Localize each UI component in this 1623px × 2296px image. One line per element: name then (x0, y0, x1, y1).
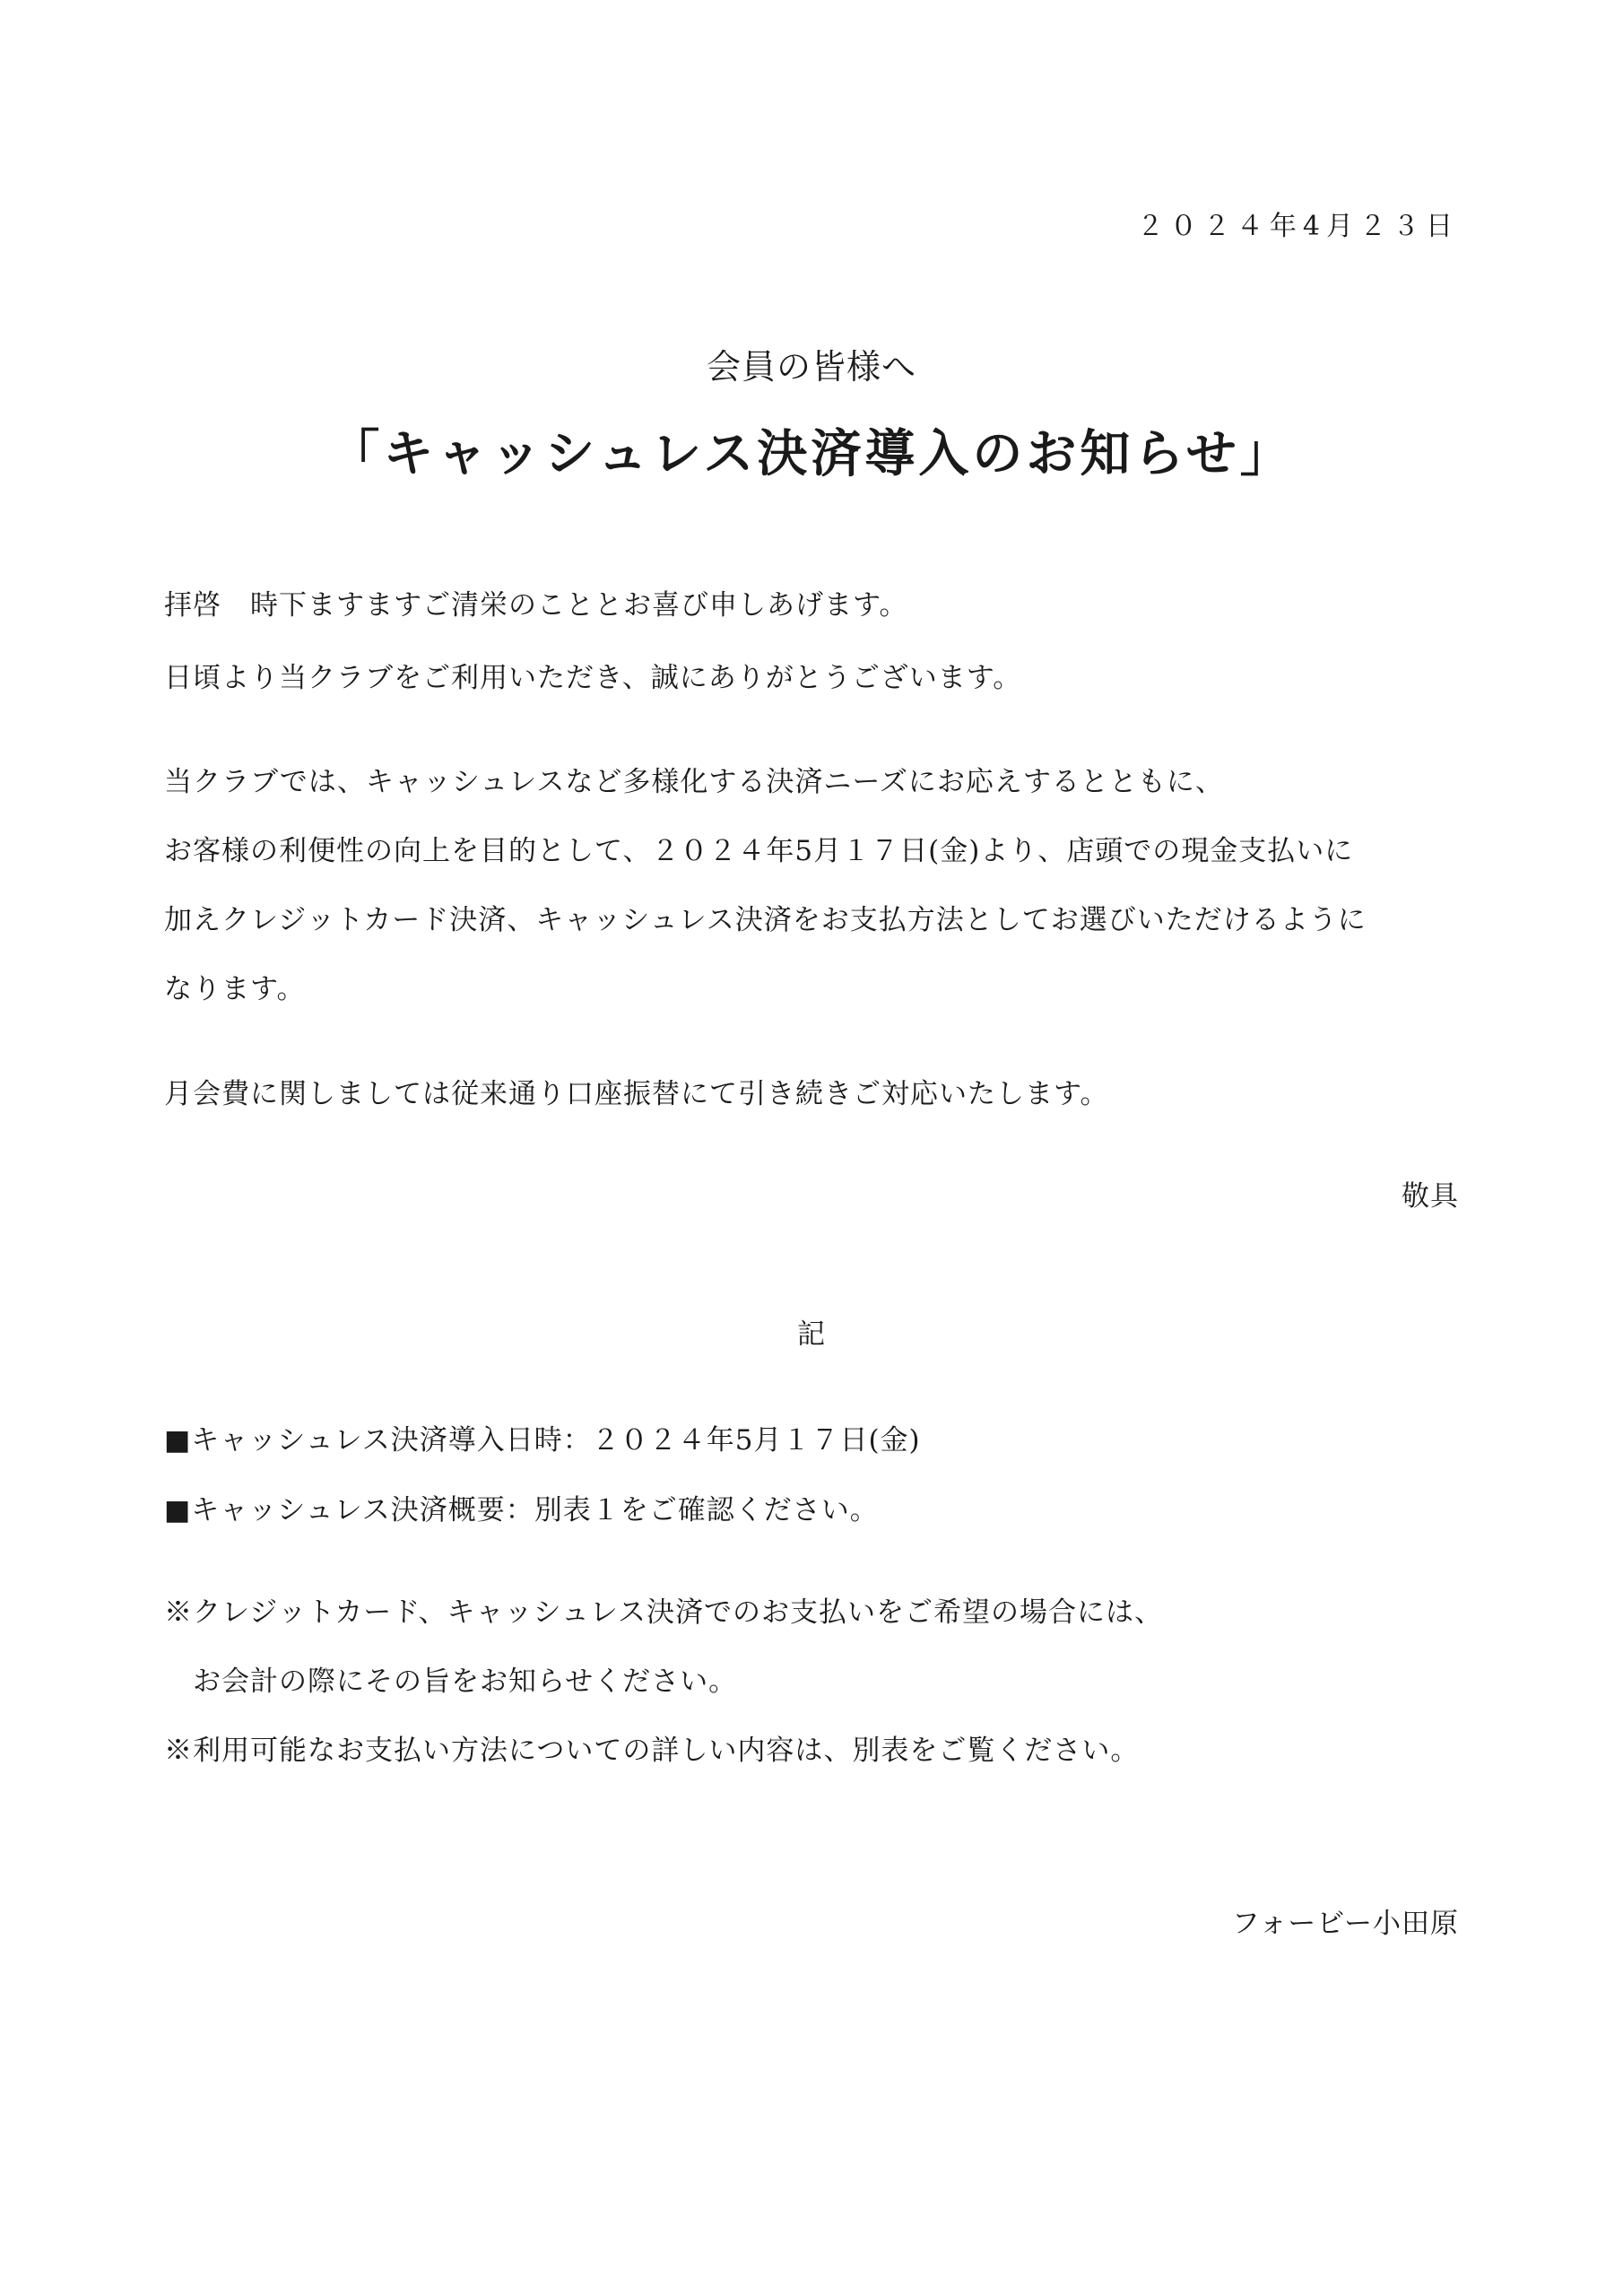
item-line: ■キャッシュレス決済導入日時：２０２４年5月１７日(金) (164, 1424, 921, 1457)
notice-title: 「キャッシュレス決済導入のお知らせ」 (329, 424, 1294, 483)
note-line: ※利用可能なお支払い方法についての詳しい内容は、別表をご覧ください。 (164, 1735, 1140, 1767)
greeting-line: 日頃より当クラブをご利用いただき、誠にありがとうございます。 (164, 662, 1022, 694)
addressee: 会員の皆様へ (706, 347, 916, 387)
note-line: お会計の際にその旨をお知らせください。 (193, 1665, 738, 1698)
body-line: なります。 (164, 973, 306, 1005)
signature: フォービー小田原 (1231, 1908, 1459, 1940)
note-line: ※クレジットカード、キャッシュレス決済でのお支払いをご希望の場合には、 (164, 1596, 1163, 1629)
body-line: 加えクレジットカード決済、キャッシュレス決済をお支払方法としてお選びいただけるように (164, 904, 1367, 936)
body-line: お客様の利便性の向上を目的として、２０２４年5月１７日(金)より、店頭での現金支払いに (164, 835, 1354, 867)
item-line: ■キャッシュレス決済概要：別表１をご確認ください。 (164, 1494, 879, 1526)
closing-keigu: 敬具 (1402, 1180, 1459, 1213)
body-line: 当クラブでは、キャッシュレスなど多様化する決済ニーズにお応えするとともに、 (164, 766, 1224, 798)
monthly-fee-note: 月会費に関しましては従来通り口座振替にて引き続きご対応いたします。 (164, 1078, 1109, 1110)
ki-heading: 記 (797, 1318, 826, 1351)
notice-date: ２０２４年4月２３日 (1136, 211, 1459, 242)
greeting-line: 拝啓 時下ますますご清栄のこととお喜び申しあげます。 (164, 589, 908, 622)
